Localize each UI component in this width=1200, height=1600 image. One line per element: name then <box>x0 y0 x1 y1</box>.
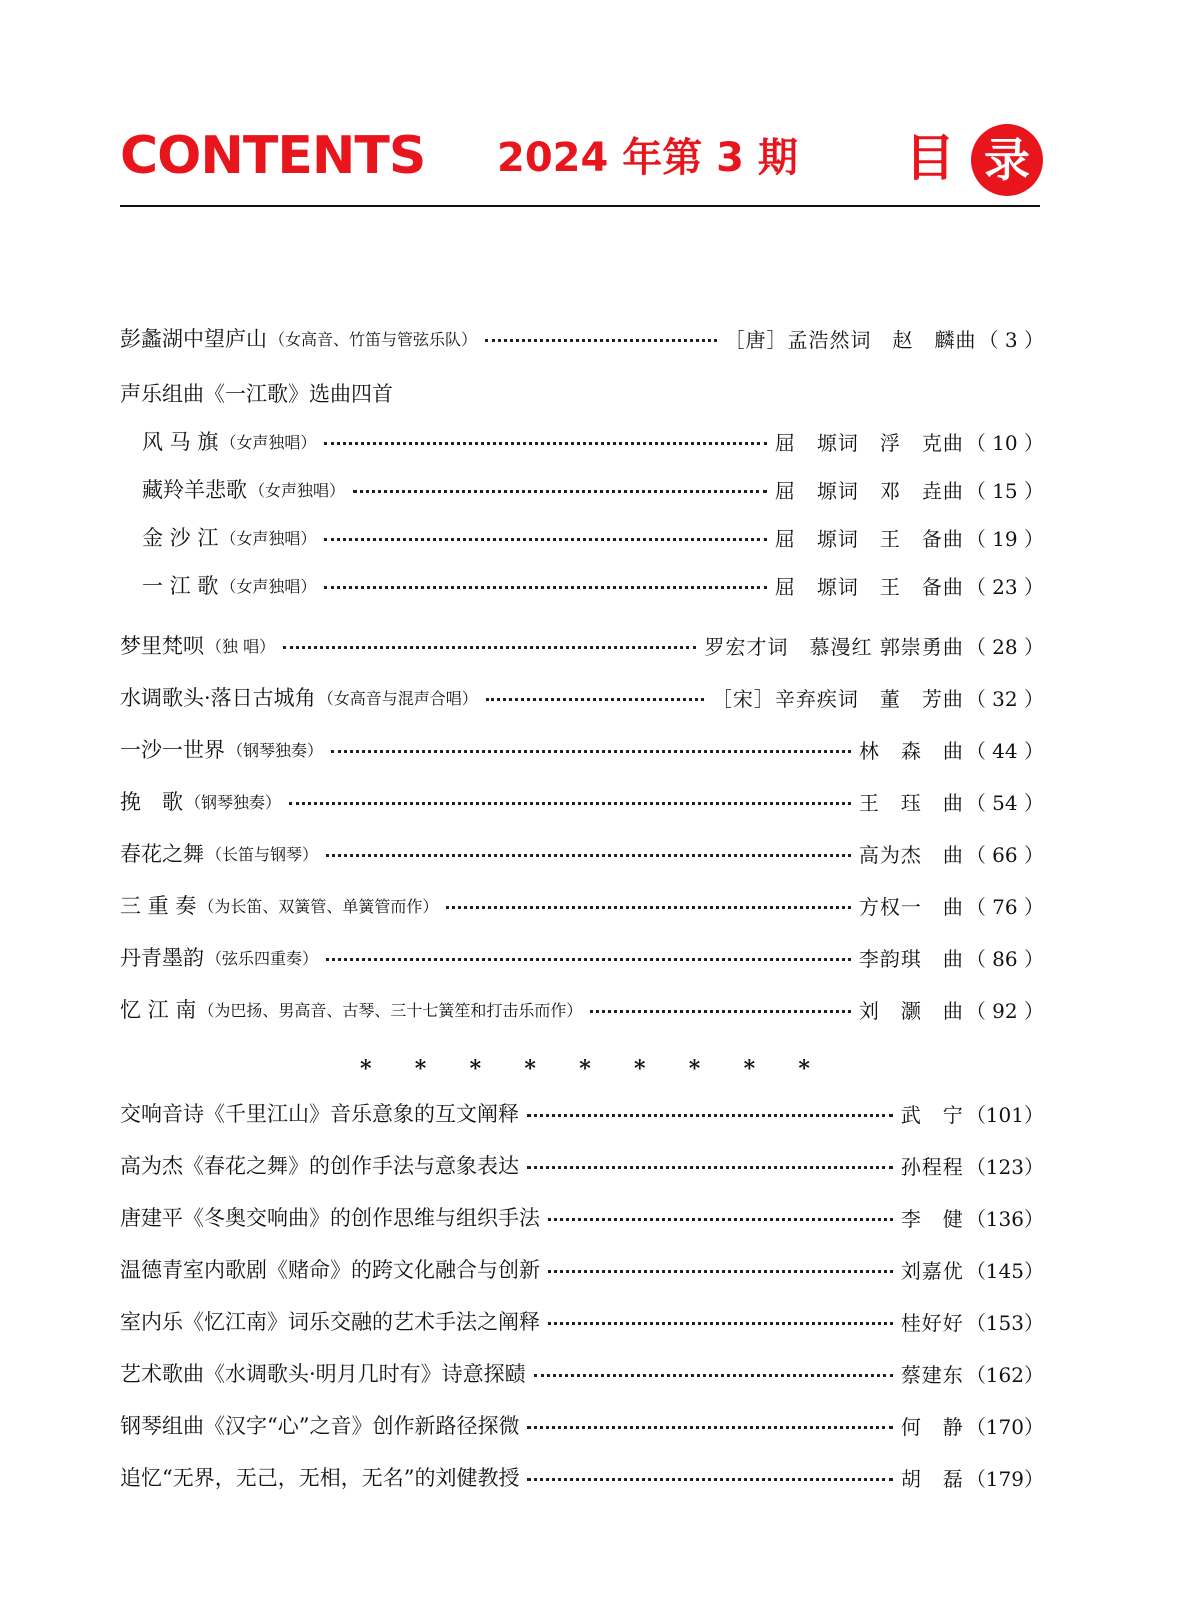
mulu-heading-char-1: 目 <box>905 129 955 187</box>
divider-star: * <box>743 1056 756 1082</box>
entry-page: （153） <box>965 1310 1044 1335</box>
contents-heading: CONTENTS <box>120 126 426 186</box>
entry-title: 风 马 旗 <box>142 430 219 454</box>
entry-note: （女声独唱） <box>220 576 317 596</box>
entry-credit: 刘 灏 曲 <box>858 998 964 1023</box>
entry-title: 忆 江 南 <box>120 998 197 1022</box>
toc-entry[interactable] <box>120 989 1044 1029</box>
toc-entry[interactable] <box>120 1457 1044 1497</box>
entry-credit: 屈 塬词 王 备曲 <box>774 574 964 599</box>
header-rule <box>120 205 1040 207</box>
entry-page: （ 92 ） <box>965 998 1044 1023</box>
toc-entry[interactable] <box>142 469 1044 509</box>
divider-star: * <box>579 1056 591 1082</box>
leader-dots <box>289 802 851 805</box>
entry-page: （136） <box>965 1206 1044 1231</box>
leader-dots <box>485 339 717 342</box>
entry-credit: 刘嘉优 <box>900 1258 964 1283</box>
entry-title: 室内乐《忆江南》词乐交融的艺术手法之阐释 <box>120 1310 540 1334</box>
leader-dots <box>527 1478 892 1481</box>
entry-credit: 王 珏 曲 <box>858 790 964 815</box>
toc-entry[interactable] <box>120 1197 1044 1237</box>
toc-entry[interactable] <box>120 833 1044 873</box>
entry-note: （女高音与混声合唱） <box>317 688 478 708</box>
divider-star: * <box>414 1056 427 1082</box>
divider-star: * <box>469 1056 482 1082</box>
entry-note: （钢琴独奏） <box>227 740 324 760</box>
entry-credit: ［宋］辛弃疾词 董 芳曲 <box>711 686 964 711</box>
entry-page: （ 28 ） <box>965 634 1044 659</box>
entry-note: （钢琴独奏） <box>185 792 282 812</box>
toc-entry[interactable] <box>120 1353 1044 1393</box>
entry-credit: 何 静 <box>900 1414 964 1439</box>
leader-dots <box>548 1322 893 1325</box>
entry-page: （170） <box>965 1414 1044 1439</box>
toc-entry[interactable] <box>142 565 1044 605</box>
entry-title: 钢琴组曲《汉字“心”之音》创作新路径探微 <box>120 1414 520 1438</box>
entry-title: 一 江 歌 <box>142 574 219 598</box>
entry-note: （女声独唱） <box>220 528 317 548</box>
entry-note: （女高音、竹笛与管弦乐队） <box>269 329 478 349</box>
entry-title: 春花之舞 <box>120 842 204 866</box>
entry-credit: 孙程程 <box>900 1154 964 1179</box>
toc-entry[interactable] <box>120 781 1044 821</box>
entry-page: （ 10 ） <box>965 430 1044 455</box>
divider-star: * <box>633 1056 646 1082</box>
leader-dots <box>548 1270 893 1273</box>
entry-credit: 屈 塬词 王 备曲 <box>774 526 964 551</box>
entry-page: （ 15 ） <box>965 478 1044 503</box>
entry-credit: ［唐］孟浩然词 赵 麟曲 <box>724 327 977 352</box>
entry-page: （179） <box>965 1466 1044 1491</box>
entry-page: （145） <box>965 1258 1044 1283</box>
entry-title: 追忆“无界，无己，无相，无名”的刘健教授 <box>120 1466 520 1490</box>
entry-title: 藏羚羊悲歌 <box>142 478 247 502</box>
entry-title: 高为杰《春花之舞》的创作手法与意象表达 <box>120 1154 519 1178</box>
divider-star: * <box>360 1056 372 1082</box>
leader-dots <box>590 1010 850 1013</box>
entry-title: 三 重 奏 <box>120 894 197 918</box>
entry-title: 艺术歌曲《水调歌头·明月几时有》诗意探赜 <box>120 1362 526 1386</box>
leader-dots <box>527 1426 892 1429</box>
toc-entry[interactable] <box>142 517 1044 557</box>
entry-credit: 胡 磊 <box>900 1466 964 1491</box>
toc-entry[interactable] <box>120 677 1044 717</box>
entry-credit: 武 宁 <box>900 1102 964 1127</box>
entry-credit: 李 健 <box>900 1206 964 1231</box>
entry-note: （弦乐四重奏） <box>206 948 319 968</box>
divider-star: * <box>798 1056 810 1082</box>
toc-entry[interactable] <box>120 729 1044 769</box>
toc-entry[interactable] <box>120 937 1044 977</box>
leader-dots <box>324 442 766 445</box>
leader-dots <box>283 646 696 649</box>
section-divider-stars <box>360 1056 810 1082</box>
entry-note: （长笛与钢琴） <box>206 844 319 864</box>
leader-dots <box>534 1374 893 1377</box>
leader-dots <box>446 906 850 909</box>
entry-title: 丹青墨韵 <box>120 946 204 970</box>
entry-credit: 李韵琪 曲 <box>858 946 964 971</box>
entry-credit: 蔡建东 <box>900 1362 964 1387</box>
entry-page: （ 19 ） <box>965 526 1044 551</box>
entry-title: 金 沙 江 <box>142 526 219 550</box>
leader-dots <box>324 538 766 541</box>
leader-dots <box>353 490 767 493</box>
entry-note: （为巴扬、男高音、古琴、三十七簧笙和打击乐而作） <box>198 1000 583 1020</box>
entry-page: （ 76 ） <box>965 894 1044 919</box>
entry-title: 一沙一世界 <box>120 738 225 762</box>
entry-credit: 桂好好 <box>900 1310 964 1335</box>
leader-dots <box>326 854 851 857</box>
entry-page: （ 23 ） <box>965 574 1044 599</box>
entry-note: （为长笛、双簧管、单簧管而作） <box>198 896 439 916</box>
entry-credit: 罗宏才词 慕漫红 郭崇勇曲 <box>704 634 964 659</box>
entry-page: （ 32 ） <box>965 686 1044 711</box>
leader-dots <box>486 698 704 701</box>
mulu-heading-char-2-circle: 录 <box>971 124 1043 196</box>
toc-entry[interactable] <box>120 1093 1044 1133</box>
section-heading: 声乐组曲《一江歌》选曲四首 <box>120 382 393 406</box>
toc-entry[interactable] <box>120 625 1044 665</box>
entry-credit: 屈 塬词 邓 垚曲 <box>774 478 964 503</box>
divider-star: * <box>688 1056 701 1082</box>
leader-dots <box>527 1114 893 1117</box>
issue-number: 2024 年第 3 期 <box>497 135 798 181</box>
toc-entry[interactable] <box>120 1301 1044 1341</box>
entry-page: （ 44 ） <box>965 738 1044 763</box>
entry-page: （ 3 ） <box>978 327 1044 352</box>
leader-dots <box>548 1218 893 1221</box>
divider-star: * <box>524 1056 536 1082</box>
entry-page: （ 66 ） <box>965 842 1044 867</box>
leader-dots <box>326 958 851 961</box>
toc-entry[interactable] <box>120 318 1044 358</box>
toc-entry[interactable] <box>120 1145 1044 1185</box>
toc-entry[interactable] <box>120 1405 1044 1445</box>
entry-title: 水调歌头·落日古城角 <box>120 686 316 710</box>
entry-credit: 方权一 曲 <box>858 894 964 919</box>
leader-dots <box>331 750 851 753</box>
entry-credit: 林 森 曲 <box>858 738 964 763</box>
entry-credit: 高为杰 曲 <box>858 842 964 867</box>
entry-title: 温德青室内歌剧《赌命》的跨文化融合与创新 <box>120 1258 540 1282</box>
entry-page: （123） <box>965 1154 1044 1179</box>
entry-title: 交响音诗《千里江山》音乐意象的互文阐释 <box>120 1102 519 1126</box>
entry-page: （101） <box>965 1102 1044 1127</box>
entry-title: 挽 歌 <box>120 790 183 814</box>
entry-page: （ 54 ） <box>965 790 1044 815</box>
entry-title: 唐建平《冬奥交响曲》的创作思维与组织手法 <box>120 1206 540 1230</box>
entry-title: 彭蠡湖中望庐山 <box>120 327 267 351</box>
entry-page: （ 86 ） <box>965 946 1044 971</box>
toc-entry[interactable] <box>120 1249 1044 1289</box>
entry-title: 梦里梵呗 <box>120 634 204 658</box>
entry-note: （女声独唱） <box>220 432 317 452</box>
entry-note: （独 唱） <box>206 636 276 656</box>
entry-credit: 屈 塬词 浮 克曲 <box>774 430 964 455</box>
entry-page: （162） <box>965 1362 1044 1387</box>
toc-entry[interactable] <box>142 421 1044 461</box>
leader-dots <box>527 1166 893 1169</box>
toc-entry[interactable] <box>120 885 1044 925</box>
leader-dots <box>324 586 766 589</box>
entry-note: （女声独唱） <box>249 480 346 500</box>
